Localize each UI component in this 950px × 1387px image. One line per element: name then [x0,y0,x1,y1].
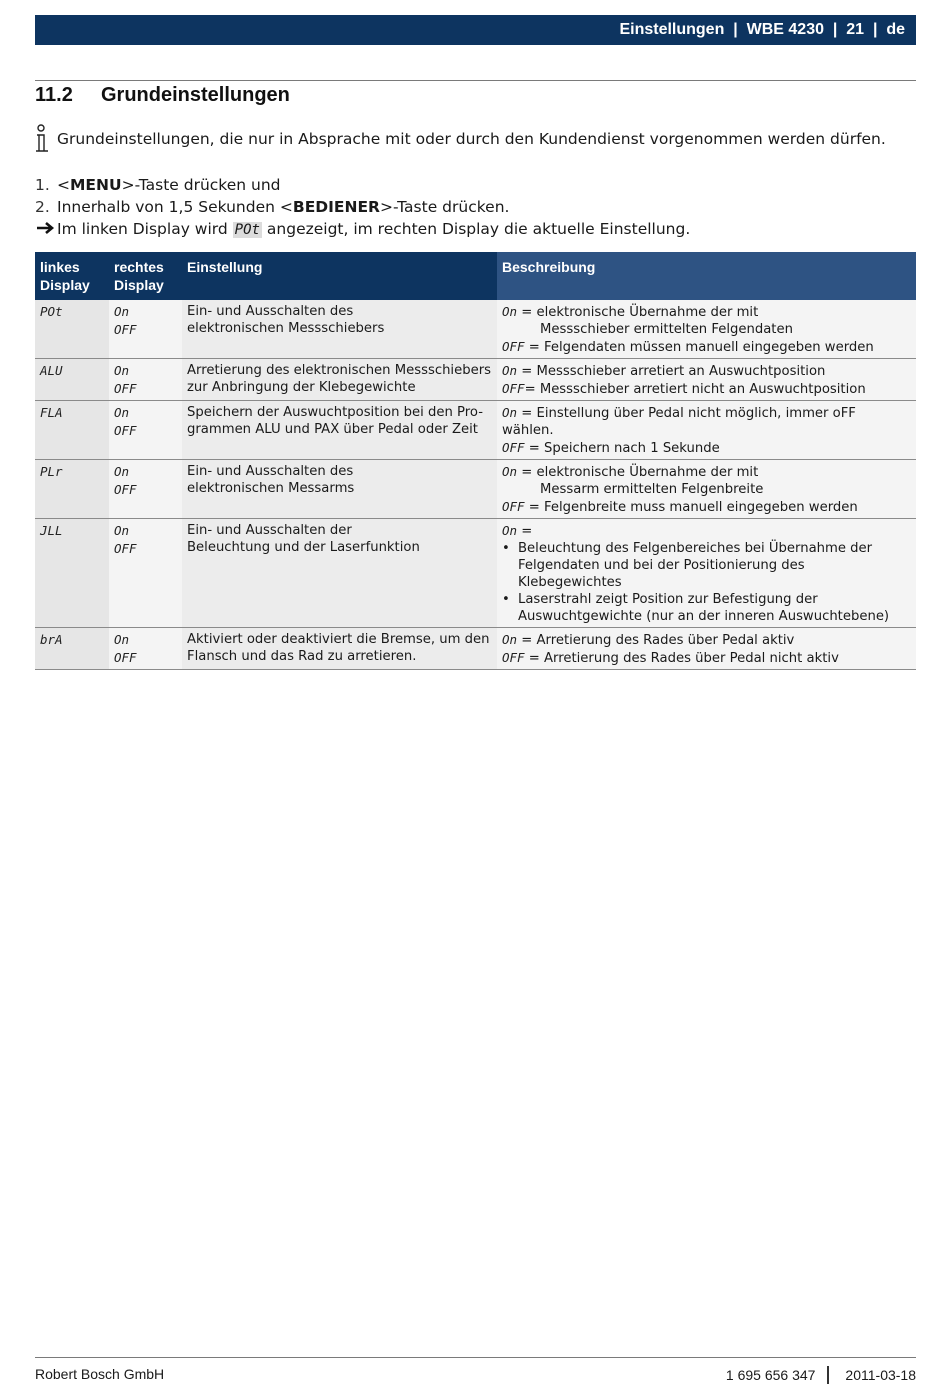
info-note [35,124,886,154]
left-display-cell: brA [35,628,109,670]
header-description: Beschreibung [497,252,916,300]
left-display-cell: POt [35,300,109,359]
description-cell: On = Einstellung über Pedal nicht möglich, immer oFF wählen. OFF = Speichern nach 1 Sekunde [497,401,916,460]
footer-doc-number: 1 695 656 347 [725,1367,816,1383]
description-cell: On = • Beleuchtung des Felgenbereiches bei Übernahme der Felgendaten und bei der Positionierung des Klebegewichtes • Laserstrahl zeigt Position zur Befestigung der Auswuchtgewichte (nur an der inneren Auswuchtebene) [497,519,916,628]
left-display-cell: PLr [35,460,109,519]
description-cell: On = Messschieber arretiert an Auswuchtposition OFF= Messschieber arretiert nicht an Auswuchtposition [497,359,916,401]
right-display-cell: On OFF [109,300,182,359]
table-row [35,300,916,359]
setting-cell: Ein- und Ausschalten des elektronischen Messarms [182,460,497,519]
display-code: POt [234,222,260,238]
step-key: BEDIENER [292,198,380,216]
section-title-text: Grundeinstellungen [101,84,290,106]
table-row [35,519,916,628]
setting-cell: Arretierung des elektronischen Messschiebers zur Anbringung der Klebegewichte [182,359,497,401]
table-header-row [35,252,916,300]
settings-table [35,252,916,670]
step-number: 2. [35,198,50,216]
right-display-cell: On OFF [109,519,182,628]
bullet-item: • Laserstrahl zeigt Position zur Befestigung der Auswuchtgewichte (nur an der inneren Auswuchtebene) [502,592,890,624]
footer-separator [827,1366,829,1384]
table-row [35,460,916,519]
table-row [35,628,916,670]
footer-rule [35,1357,916,1358]
header-right-display: rechtes Display [109,252,182,300]
header-setting: Einstellung [182,252,497,300]
step-number: 1. [35,176,50,194]
info-icon [35,124,51,154]
right-display-cell: On OFF [109,401,182,460]
table-row [35,359,916,401]
step-2 [35,196,690,218]
section-number: 11.2 [35,84,73,106]
setting-cell: Aktiviert oder deaktiviert die Bremse, um den Flansch und das Rad zu arretieren. [182,628,497,670]
step-text: Innerhalb von 1,5 Sekunden < [57,198,293,216]
footer-date: 2011-03-18 [845,1367,916,1383]
result-text: Im linken Display wird [57,220,228,238]
section-title [35,84,290,107]
title-rule [35,80,916,81]
left-display-cell: JLL [35,519,109,628]
table-row [35,401,916,460]
description-cell: On = elektronische Übernahme der mit Messschieber ermittelten Felgendaten OFF = Felgendaten müssen manuell eingegeben werden [497,300,916,359]
footer-company: Robert Bosch GmbH [35,1366,165,1382]
description-cell: On = Arretierung des Rades über Pedal aktiv OFF = Arretierung des Rades über Pedal nicht aktiv [497,628,916,670]
bullet-item: • Beleuchtung des Felgenbereiches bei Übernahme der Felgendaten und bei der Positionierung des Klebegewichtes [502,541,873,590]
step-key: MENU [70,176,122,194]
header-section: Einstellungen [619,21,725,38]
setting-cell: Ein- und Ausschalten des elektronischen Messschiebers [182,300,497,359]
result-text: angezeigt, im rechten Display die aktuelle Einstellung. [266,220,691,238]
header-model: WBE 4230 [746,21,824,38]
footer-meta [726,1366,916,1384]
step-text: >-Taste drücken und [121,176,281,194]
header-page: 21 [846,21,865,38]
right-display-cell: On OFF [109,460,182,519]
left-display-cell: ALU [35,359,109,401]
step-result [35,218,690,241]
right-display-cell: On OFF [109,359,182,401]
arrow-right-icon [35,221,57,235]
header-lang: de [886,21,905,38]
left-display-cell: FLA [35,401,109,460]
description-cell: On = elektronische Übernahme der mit Messarm ermittelten Felgenbreite OFF = Felgenbreite muss manuell eingegeben werden [497,460,916,519]
setting-cell: Ein- und Ausschalten der Beleuchtung und der Laserfunktion [182,519,497,628]
instruction-steps [35,174,690,241]
step-text: >-Taste drücken. [380,198,510,216]
right-display-cell: On OFF [109,628,182,670]
note-text: Grundeinstellungen, die nur in Absprache mit oder durch den Kundendienst vorgenommen werden dürfen. [57,130,886,148]
step-1 [35,174,690,196]
step-text: < [57,176,70,194]
setting-cell: Speichern der Auswuchtposition bei den Pro- grammen ALU und PAX über Pedal oder Zeit [182,401,497,460]
header-left-display: linkes Display [35,252,109,300]
page-header: Einstellungen | WBE 4230 | 21 | de [35,15,916,45]
